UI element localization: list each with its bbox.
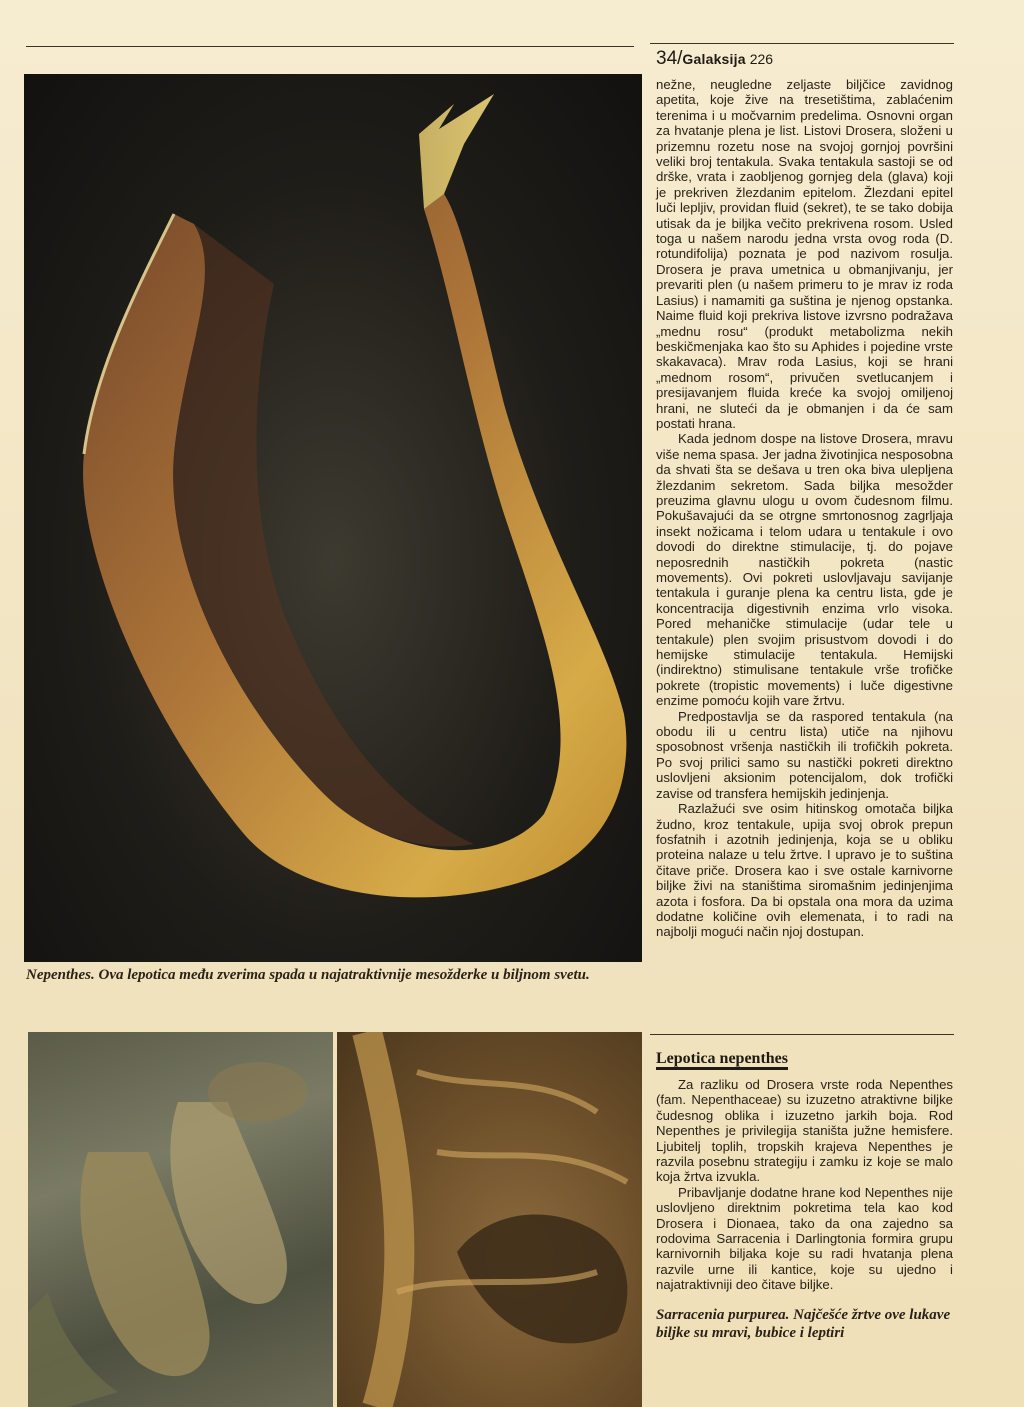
issue-number: 226	[749, 51, 774, 67]
nepenthes-illustration	[24, 74, 642, 962]
article-paragraph: Za razliku od Drosera vrste roda Nepenthes (fam. Nepenthaceae) su izuzetno atraktivne biljke čudesnog oblika i izuzetno jarkih boja. Rod Nepenthes je privilegija staništa južne hemisfere. Ljubitelj toplih, tropskih krajeva Nepenthes je razvila posebnu strategiju i zamku iz koje se malo koja žrtva izvukla.	[656, 1077, 953, 1185]
article-paragraph: Pribavljanje dodatne hrane kod Nepenthes nije uslovljeno direktnim pokretima tela kao kod Drosera i Dionaea, tako da ona zajedno sa rodovima Sarracenia i Darlingtonia formira grupu karnivornih biljaka koje su radi hvatanja plena razvile urne ili kantice, koje su ujedno i najatraktivniji deo čitave biljke.	[656, 1184, 953, 1293]
header-slash: /	[677, 48, 683, 69]
top-rule-left	[26, 46, 634, 47]
article-paragraph: nežne, neugledne zeljaste biljčice zavidnog apetita, koje žive na tresetištima, zablaćenim terenima i u močvarnim predelima. Osnovni organ za hvatanje plena je list. Listovi Drosera, složeni u prizemnu rozetu nose na svojoj gornjoj površini veliki broj tentakula. Svaka tentakula sastoji se od drške, vrata i zaobljenog gornjeg dela (glava) koji je prekriven žlezdanim epitelom. Žlezdani epitel luči lepljiv, providan fluid (sekret), te se tako dobija utisak da je biljka večito prekrivena rosom. Usled toga u našem narodu jedna vrsta ovog roda (D. rotundifolija) poznata je pod nazivom rosulja. Drosera je prava umetnica u obmanjivanju, jer prevariti plen (u našem primeru to je mrav iz roda Lasius) i namamiti ga suština je njenog opstanka. Naime fluid koji prekriva listove izvrsno podražava „mednu rosu“ (produkt metabolizma nekih beskičmenjaka kao što su Aphides i pojedine vrste skakavaca). Mrav roda Lasius, koji se hrani „mednom rosom“, privučen svetlucanjem i presijavanjem fluida kreće ka svojoj omiljenoj hrani, ne sluteći da je obmanjen i da će sam postati hrana.	[656, 77, 953, 431]
subheading-text: Lepotica nepenthes	[656, 1050, 788, 1070]
pitcher-plants-photo	[28, 1032, 333, 1407]
section-rule	[650, 1034, 954, 1035]
side-photo-caption: Sarracenia purpurea. Najčešće žrtve ove lukave biljke su mravi, bubice i leptiri	[656, 1307, 951, 1341]
article-paragraph: Predpostavlja se da raspored tentakula (na obodu ili u centru lista) utiče na njihovu sposobnost vršenja nastičkih ili trofičkih pokreta. Po svoj prilici samo su nastički pokreti direktno uslovljeni aksionim potencijalom, dok trofički zavise od transfera hemijskih jedinjenja.	[656, 708, 953, 801]
top-rule-right	[650, 43, 954, 44]
pitcher-plants-illustration	[28, 1032, 333, 1407]
article-paragraph: Kada jednom dospe na listove Drosera, mravu više nema spasa. Jer jadna životinjica nesposobna da shvati šta se dešava u tren oka biva ulepljena žlezdanim sekretom. Sada biljka mesožder preuzima glavnu ulogu u ovom čudesnom filmu. Pokušavajući da se otrgne smrtonosnog zagrljaja insekt nožicama i telom udara u tentakule i ovo dovodi do direktne stimulacije, tj. do pojave neposrednih nastičkih pokreta (nastic movements). Ovi pokreti uslovljavaju savijanje tentakula i guranje plena ka centru lista, gde je koncentracija digestivnih enzima vrlo visoka. Pored mehaničke stimulacije (udar tele u tentakule) plen svojim prisustvom dovodi i do hemijske stimulacije tentakula. Hemijski (indirektno) stimulisane tentakule vrše trofičke pokrete (tropistic movements) i luče digestivne enzime pomoću kojih vare žrtvu.	[656, 431, 953, 709]
main-photo-caption: Nepenthes. Ova lepotica među zverima spada u najatraktivnije mesožderke u biljnom svetu.	[26, 967, 590, 983]
page-number: 34	[656, 48, 678, 69]
section-subheading	[656, 1049, 956, 1069]
sarracenia-photo	[337, 1032, 642, 1407]
article-paragraph: Razlažući sve osim hitinskog omotača biljka žudno, kroz tentakule, upija svoj obrok prepun fosfatnih i azotnih jedinjenja, koja se u obliku proteina nalaze u telu žrtve. I upravo je to suština čitave priče. Drosera kao i sve ostale karnivorne biljke živi na staništima siromašnim jedinjenjima azota i fosfora. Da bi opstala ona mora da uzima dodatne količine ovih elemenata, i to radi na najbolji mogući način njoj dostupan.	[656, 801, 953, 940]
nepenthes-photo	[24, 74, 642, 962]
page-header	[656, 47, 956, 71]
sarracenia-illustration	[337, 1032, 642, 1407]
article-column-top	[656, 77, 953, 940]
magazine-name: Galaksija	[682, 51, 746, 67]
article-column-bottom	[656, 1077, 953, 1293]
